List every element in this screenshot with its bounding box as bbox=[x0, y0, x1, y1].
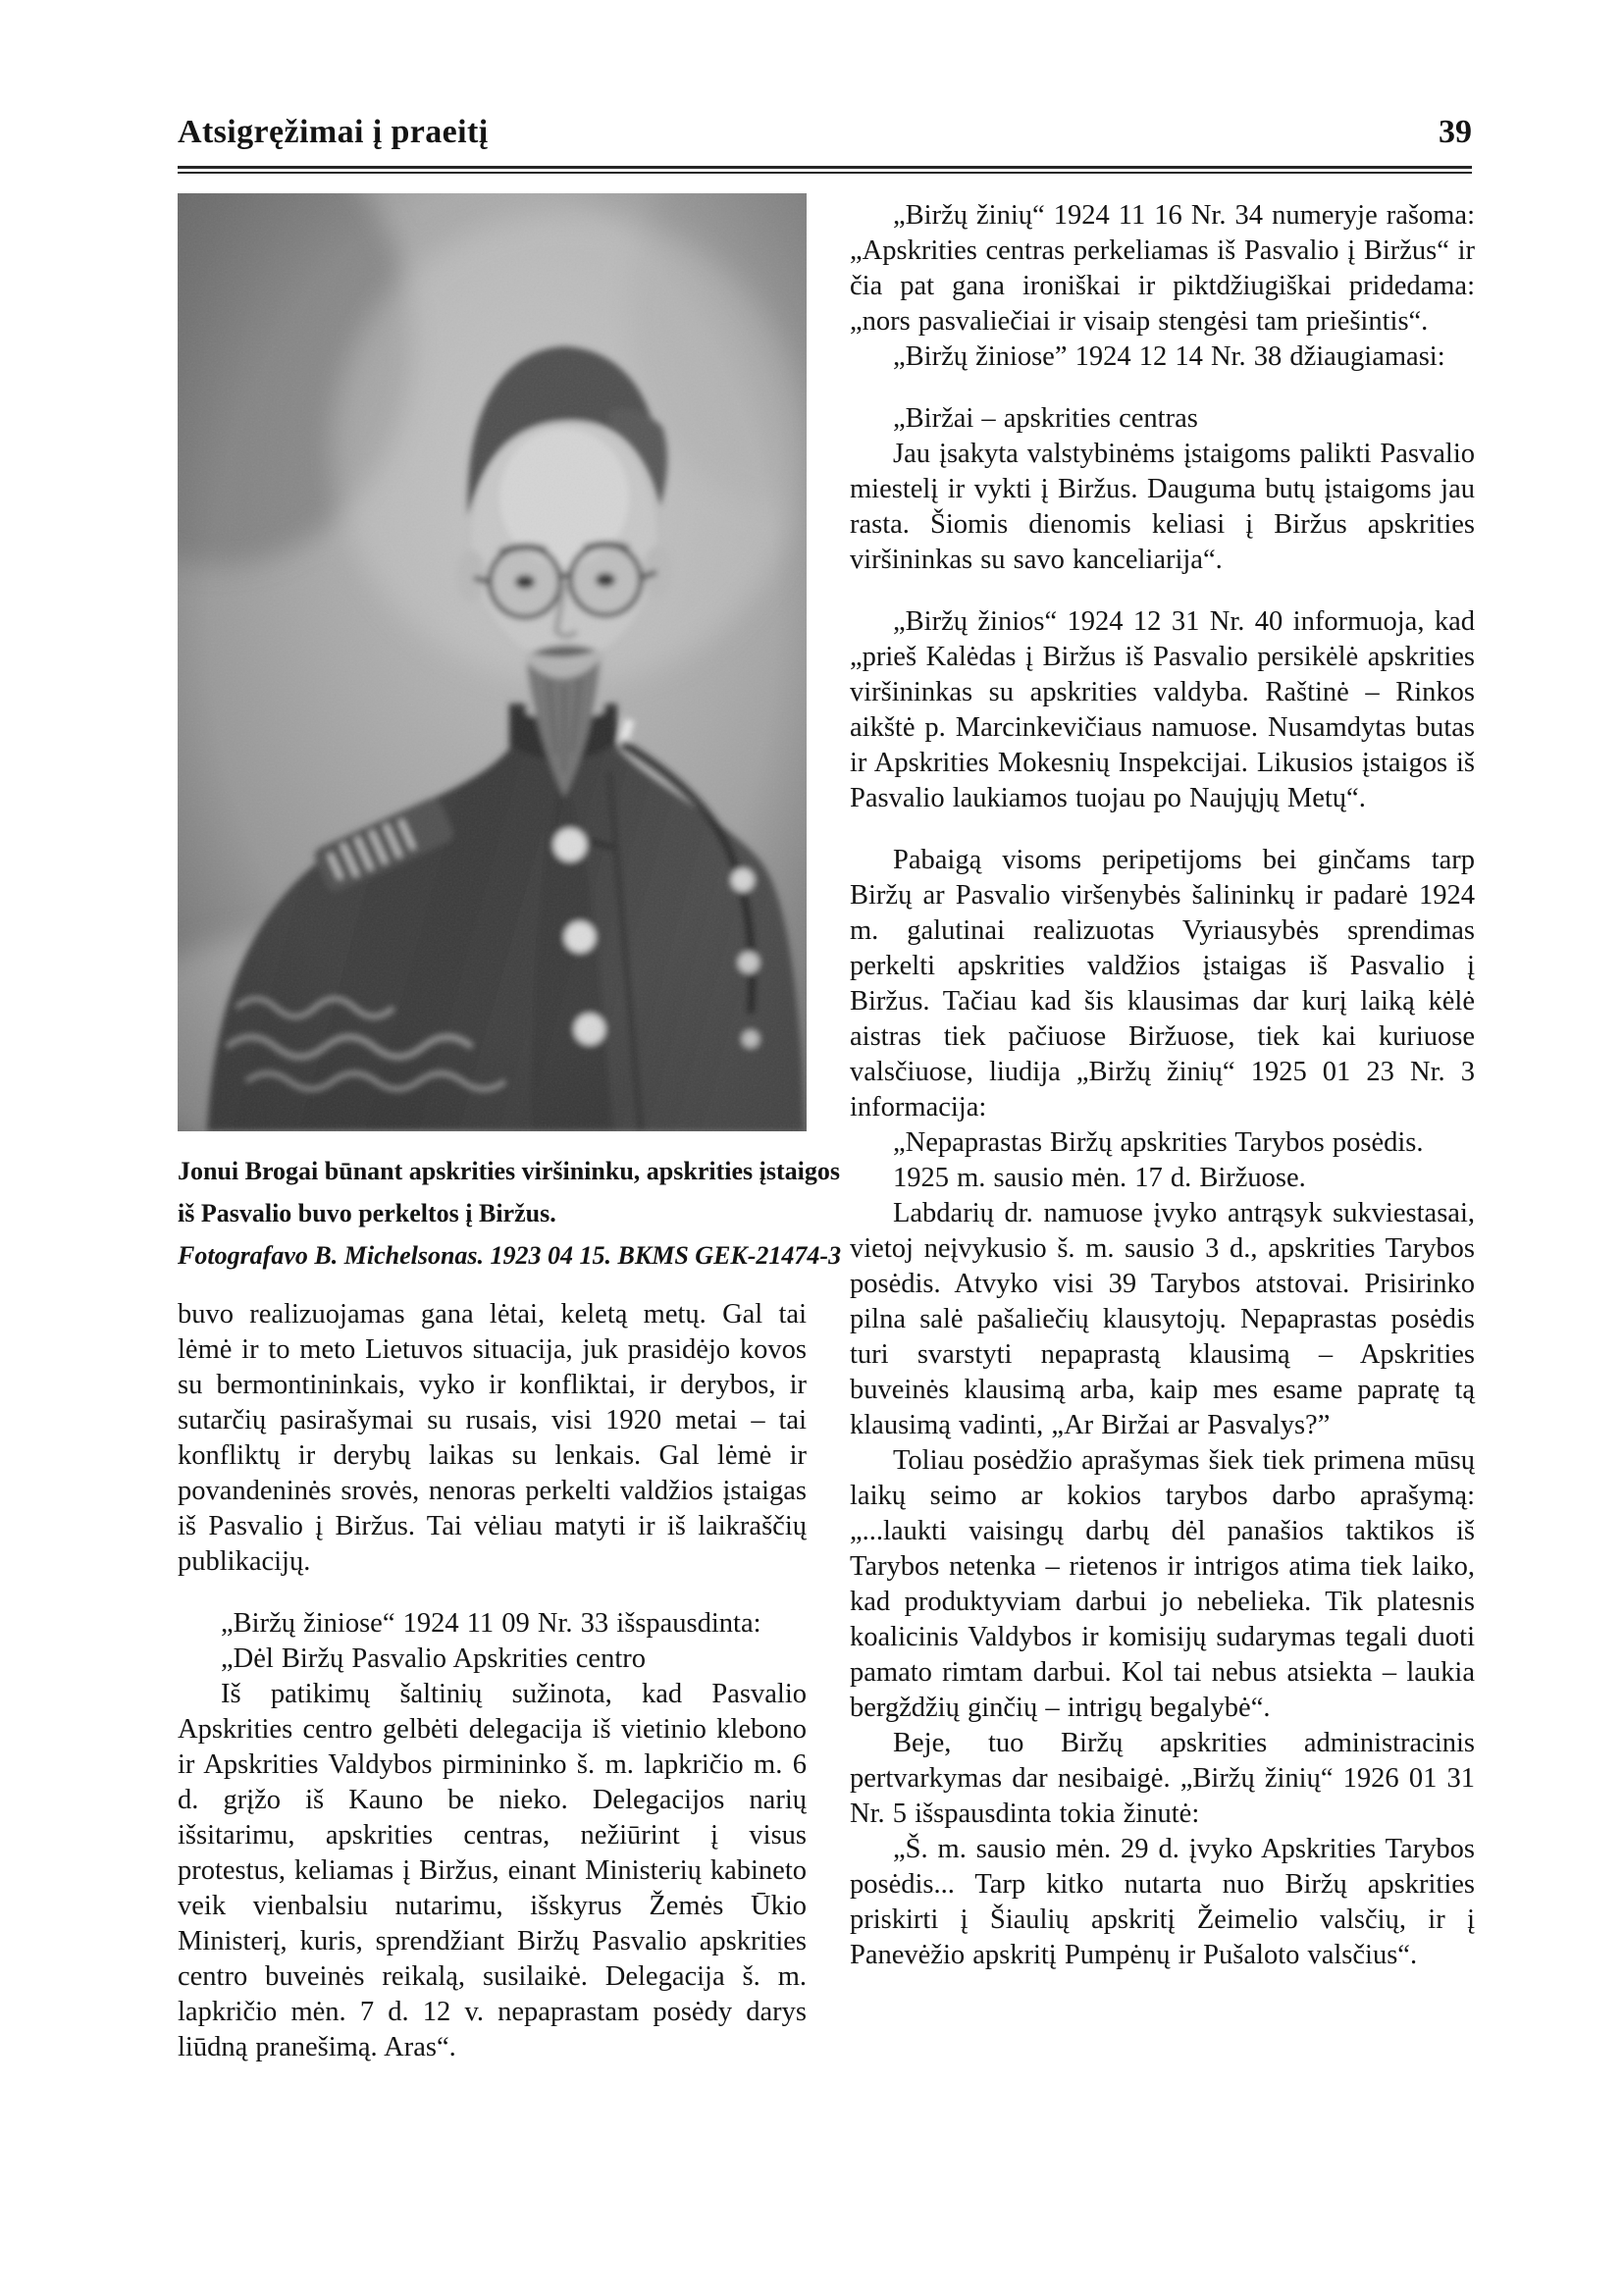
body-paragraph: „Nepaprastas Biržų apskrities Tarybos posėdis. bbox=[893, 1127, 1424, 1158]
photo-caption-line: Jonui Brogai būnant apskrities viršininku, apskrities įstaigos bbox=[178, 1157, 840, 1185]
body-paragraph: 1925 m. sausio mėn. 17 d. Biržuose. bbox=[893, 1163, 1306, 1193]
body-paragraph: „Dėl Biržų Pasvalio Apskrities centro bbox=[221, 1643, 646, 1674]
body-paragraph: „Biržų žiniose” 1924 12 14 Nr. 38 džiaugiamasi: bbox=[893, 341, 1445, 372]
page-number: 39 bbox=[1439, 114, 1472, 150]
left-text-column bbox=[178, 1297, 807, 2065]
body-paragraph: „Biržų žinių“ 1924 11 16 Nr. 34 numeryje rašoma: „Apskrities centras perkeliamas iš Pasvalio į Biržus“ ir čia pat gana ironiškai ir piktdžiugiškai pridedama: „nors pasvaliečiai ir visaip stengėsi tam priešintis“. bbox=[850, 200, 1475, 337]
running-header-title: Atsigręžimai į praeitį bbox=[178, 114, 489, 150]
right-text-column bbox=[850, 198, 1475, 1973]
photo-caption bbox=[178, 1150, 842, 1277]
photo-grain bbox=[178, 193, 807, 1131]
portrait-photo-illustration bbox=[178, 193, 807, 1131]
body-paragraph: Beje, tuo Biržų apskrities administracinis pertvarkymas dar nesibaigė. „Biržų žinių“ 1926 01 31 Nr. 5 išspausdinta tokia žinutė: bbox=[850, 1728, 1475, 1829]
body-paragraph: Labdarių dr. namuose įvyko antrąsyk sukviestasai, vietoj neįvykusio š. m. sausio 3 d., apskrities Tarybos posėdis. Atvyko visi 39 Tarybos atstovai. Prisirinko pilna salė pašaliečių klausytojų. Nepaprastas posėdis turi svarstyti nepaprastą klausimą – Apskrities buveinės klausimą arba, kaip mes esame papratę tą klausimą vadinti, „Ar Biržai ar Pasvalys?” bbox=[850, 1198, 1475, 1440]
body-paragraph: Jau įsakyta valstybinėms įstaigoms palikti Pasvalio miestelį ir vykti į Biržus. Dauguma butų įstaigoms jau rasta. Šiomis dienomis keliasi į Biržus apskrities viršininkas su savo kanceliarija“. bbox=[850, 439, 1475, 575]
body-paragraph: „Biržų žinios“ 1924 12 31 Nr. 40 informuoja, kad „prieš Kalėdas į Biržus iš Pasvalio persikėlė apskrities viršininkas su apskrities valdyba. Raštinė – Rinkos aikštė p. Marcinkevičiaus namuose. Nusamdytas butas ir Apskrities Mokesnių Inspekcijai. Likusios įstaigos iš Pasvalio laukiamos tuojau po Naujųjų Metų“. bbox=[850, 606, 1475, 813]
body-paragraph: „Š. m. sausio mėn. 29 d. įvyko Apskrities Tarybos posėdis... Tarp kitko nutarta nuo Biržų apskrities priskirti į Šiaulių apskritį Žeimelio valsčių, ir į Panevėžio apskritį Pumpėnų ir Pušaloto valsčius“. bbox=[850, 1834, 1475, 1970]
body-paragraph: Pabaigą visoms peripetijoms bei ginčams tarp Biržų ar Pasvalio viršenybės šalininkų ir padarė 1924 m. galutinai realizuotas Vyriausybės sprendimas perkelti apskrities valdžios įstaigas iš Pasvalio į Biržus. Tačiau kad šis klausimas dar kurį laiką kėlė aistras tiek pačiuose Biržuose, tiek kai kuriuose valsčiuose, liudija „Biržų žinių“ 1925 01 23 Nr. 3 informacija: bbox=[850, 845, 1475, 1122]
portrait-photo bbox=[178, 193, 807, 1131]
body-paragraph: „Biržų žiniose“ 1924 11 09 Nr. 33 išspausdinta: bbox=[221, 1608, 761, 1639]
header-rule bbox=[178, 166, 1472, 174]
body-paragraph: „Biržai – apskrities centras bbox=[893, 403, 1198, 434]
body-paragraph: buvo realizuojamas gana lėtai, keletą metų. Gal tai lėmė ir to meto Lietuvos situacija, juk prasidėjo kovos su bermontininkais, vyko ir konfliktai, ir derybos, ir sutarčių pasirašymai su rusais, visi 1920 metai – tai konfliktų ir derybų laikas su lenkais. Gal lėmė ir povandeninės srovės, nenoras perkelti valdžios įstaigas iš Pasvalio į Biržus. Tai vėliau matyti ir iš laikraščių publikacijų. bbox=[178, 1299, 807, 1577]
photo-caption-line: iš Pasvalio buvo perkeltos į Biržus. bbox=[178, 1199, 556, 1227]
photo-credit: Fotografavo B. Michelsonas. 1923 04 15. BKMS GEK-21474-3 bbox=[178, 1241, 842, 1270]
body-paragraph: Toliau posėdžio aprašymas šiek tiek primena mūsų laikų seimo ar kokios tarybos darbo aprašymą: „...laukti vaisingų darbų dėl panašios taktikos iš Tarybos netenka – rietenos ir intrigos atima tiek laiko, kad produktyviam darbui jo nebelieka. Tik platesnis koalicinis Valdybos ir komisijų sudarymas tegali duoti pamato rimtam darbui. Kol tai nebus atsiekta – laukia bergždžių ginčių – intrigų begalybė“. bbox=[850, 1445, 1475, 1723]
body-paragraph: Iš patikimų šaltinių sužinota, kad Pasvalio Apskrities centro gelbėti delegacija iš vietinio klebono ir Apskrities Valdybos pirmininko š. m. lapkričio m. 6 d. grįžo iš Kauno be nieko. Delegacijos narių išsitarimu, apskrities centras, nežiūrint į visus protestus, keliamas į Biržus, einant Ministerių kabineto veik vienbalsiu nutarimu, išskyrus Žemės Ūkio Ministerį, kuris, sprendžiant Biržų Pasvalio apskrities centro buveinės reikalą, susilaikė. Delegacija š. m. lapkričio mėn. 7 d. 12 v. nepaprastam posėdy darys liūdną pranešimą. Aras“. bbox=[178, 1679, 807, 2062]
